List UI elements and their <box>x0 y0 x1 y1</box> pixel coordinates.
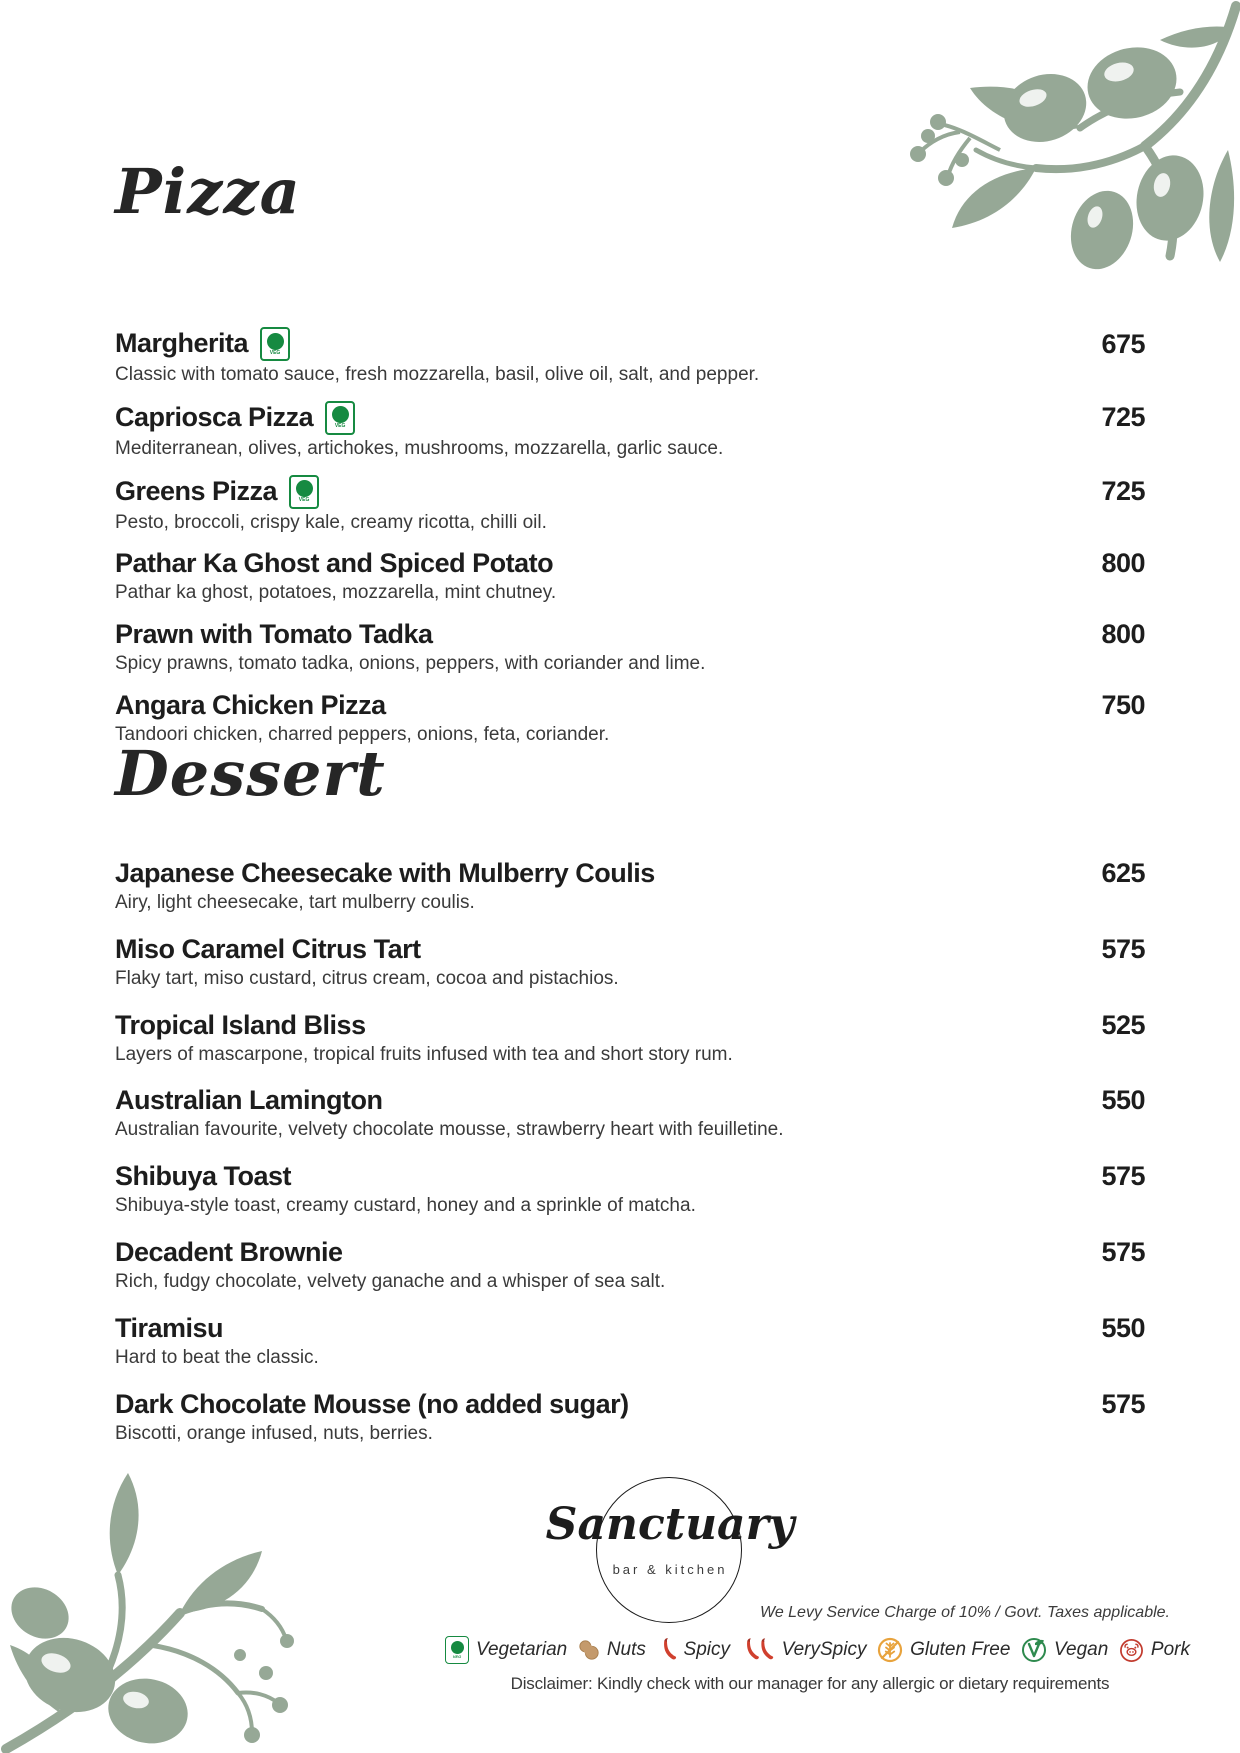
menu-item-description: Australian favourite, velvety chocolate mousse, strawberry heart with feuilletine. <box>115 1119 784 1141</box>
menu-item-price: 575 <box>1101 1237 1145 1267</box>
menu-item-price: 575 <box>1101 1161 1145 1192</box>
legend-item <box>877 1637 1010 1663</box>
menu-item-description: Tandoori chicken, charred peppers, onions, feta, coriander. <box>115 723 610 745</box>
menu-item-header <box>115 934 1145 965</box>
legend-item <box>741 1638 867 1662</box>
menu-item <box>115 1161 1145 1218</box>
menu-item-price: 625 <box>1101 858 1145 889</box>
menu-item-description: Pesto, broccoli, crispy kale, creamy ricotta, chilli oil. <box>115 511 547 533</box>
menu-item-header <box>115 475 1145 509</box>
menu-item-description: Shibuya-style toast, creamy custard, honey and a sprinkle of matcha. <box>115 1195 696 1217</box>
veg-icon <box>289 475 319 509</box>
menu-item-header <box>115 548 1145 579</box>
menu-item <box>115 1010 1145 1067</box>
menu-item-header <box>115 1313 1145 1344</box>
chili-icon <box>657 1638 677 1662</box>
dietary-legend <box>445 1636 1190 1664</box>
menu-item-name: Tropical Island Bliss <box>115 1009 366 1040</box>
menu-item-description: Classic with tomato sauce, fresh mozzarella, basil, olive oil, salt, and pepper. <box>115 364 760 385</box>
veg-icon <box>260 327 290 361</box>
brand-logo-tagline: bar & kitchen <box>612 1562 728 1577</box>
menu-item-price: 575 <box>1101 1388 1145 1419</box>
legend-item <box>657 1638 730 1662</box>
menu-item <box>115 858 1145 915</box>
menu-item-header <box>115 1161 1145 1192</box>
menu-item <box>115 548 1145 605</box>
double-chili-icon <box>741 1638 775 1662</box>
menu-item-price: 800 <box>1101 619 1145 650</box>
menu-item <box>115 327 1145 387</box>
menu-item-header <box>115 1010 1145 1041</box>
menu-item-price: 550 <box>1101 1085 1145 1116</box>
menu-item-price: 725 <box>1101 402 1145 433</box>
menu-item-price: 800 <box>1101 548 1145 579</box>
legend-label: Vegetarian <box>476 1639 568 1660</box>
menu-item-description: Airy, light cheesecake, tart mulberry coulis. <box>115 892 475 914</box>
menu-item-description: Mediterranean, olives, artichokes, mushrooms, mozzarella, garlic sauce. <box>115 437 724 459</box>
peanut-icon <box>578 1639 600 1661</box>
menu-item <box>115 1389 1145 1446</box>
menu-item-description: Layers of mascarpone, tropical fruits infused with tea and short story rum. <box>115 1043 733 1065</box>
menu-item-name: Prawn with Tomato Tadka <box>115 619 433 650</box>
veg-label: VEG <box>334 423 346 430</box>
menu-item-name: Capriosca Pizza <box>115 402 314 433</box>
veg-label: VEG <box>452 1654 462 1659</box>
menu-item-price: 550 <box>1101 1312 1145 1343</box>
section-items-dessert <box>115 858 1145 1445</box>
gluten-free-icon <box>877 1637 903 1663</box>
menu-item-price: 675 <box>1101 328 1145 359</box>
menu-item-name: Australian Lamington <box>115 1085 383 1116</box>
menu-item-header <box>115 619 1145 650</box>
menu-item-name: Dark Chocolate Mousse (no added sugar) <box>115 1388 629 1419</box>
legend-item <box>578 1639 646 1661</box>
menu-item-description: Pathar ka ghost, potatoes, mozzarella, mint chutney. <box>115 582 557 604</box>
section-heading-dessert: Dessert <box>115 737 386 810</box>
menu-section-pizza <box>115 155 1145 761</box>
menu-item-description: Hard to beat the classic. <box>115 1346 319 1368</box>
pork-icon <box>1119 1638 1144 1663</box>
menu-item-header <box>115 401 1145 435</box>
veg-dot <box>451 1641 464 1654</box>
veg-icon <box>325 401 355 435</box>
section-heading-pizza: Pizza <box>115 155 301 228</box>
veg-label: VEG <box>269 349 281 356</box>
menu-item-header <box>115 1389 1145 1420</box>
service-charge-note: We Levy Service Charge of 10% / Govt. Taxes applicable. <box>760 1604 1170 1621</box>
menu-item-header <box>115 858 1145 889</box>
menu-item-description: Spicy prawns, tomato tadka, onions, peppers, with coriander and lime. <box>115 653 706 675</box>
menu-item-description: Rich, fudgy chocolate, velvety ganache and a whisper of sea salt. <box>115 1271 666 1293</box>
menu-item <box>115 475 1145 535</box>
menu-item-name: Miso Caramel Citrus Tart <box>115 933 421 964</box>
menu-item-price: 750 <box>1101 689 1145 720</box>
legend-label: Spicy <box>683 1639 730 1660</box>
legend-label: Pork <box>1150 1639 1190 1660</box>
menu-item <box>115 619 1145 676</box>
legend-label: VerySpicy <box>781 1639 867 1660</box>
menu-section-dessert <box>115 737 1145 1464</box>
menu-item <box>115 934 1145 991</box>
menu-item-header <box>115 1085 1145 1116</box>
veg-dot <box>296 480 313 497</box>
menu-item <box>115 1237 1145 1294</box>
legend-item <box>1021 1637 1108 1663</box>
legend-item <box>445 1636 567 1664</box>
menu-item-name: Angara Chicken Pizza <box>115 689 386 720</box>
menu-item-price: 575 <box>1101 933 1145 964</box>
brand-logo-name: Sanctuary <box>545 1499 795 1550</box>
menu-item-name: Margherita <box>115 328 249 359</box>
menu-item-header <box>115 690 1145 721</box>
legend-label: Gluten Free <box>910 1639 1011 1660</box>
menu-item-price: 525 <box>1101 1009 1145 1040</box>
menu-item-name: Tiramisu <box>115 1312 224 1343</box>
menu-item <box>115 401 1145 461</box>
legend-label: Nuts <box>606 1639 646 1660</box>
menu-item-header <box>115 1237 1145 1268</box>
menu-item-description: Flaky tart, miso custard, citrus cream, cocoa and pistachios. <box>115 967 619 989</box>
legend-item <box>1119 1638 1190 1663</box>
menu-item-price: 725 <box>1101 476 1145 506</box>
menu-item-name: Shibuya Toast <box>115 1161 292 1192</box>
veg-label: VEG <box>298 497 310 503</box>
vegan-icon <box>1021 1637 1047 1663</box>
menu-item-name: Greens Pizza <box>115 475 278 506</box>
menu-item-name: Pathar Ka Ghost and Spiced Potato <box>115 548 554 579</box>
menu-item-name: Japanese Cheesecake with Mulberry Coulis <box>115 858 655 888</box>
legend-label: Vegan <box>1054 1639 1109 1660</box>
disclaimer-text: Disclaimer: Kindly check with our manager for any allergic or dietary requirements <box>510 1674 1110 1693</box>
veg-dot <box>267 333 284 350</box>
veg-icon <box>445 1636 469 1664</box>
menu-item-name: Decadent Brownie <box>115 1236 343 1267</box>
menu-item-description: Biscotti, orange infused, nuts, berries. <box>115 1422 433 1444</box>
menu-item <box>115 1313 1145 1370</box>
menu-item <box>115 1085 1145 1142</box>
veg-dot <box>332 406 349 423</box>
section-items-pizza <box>115 327 1145 747</box>
menu-item-header <box>115 327 1145 361</box>
